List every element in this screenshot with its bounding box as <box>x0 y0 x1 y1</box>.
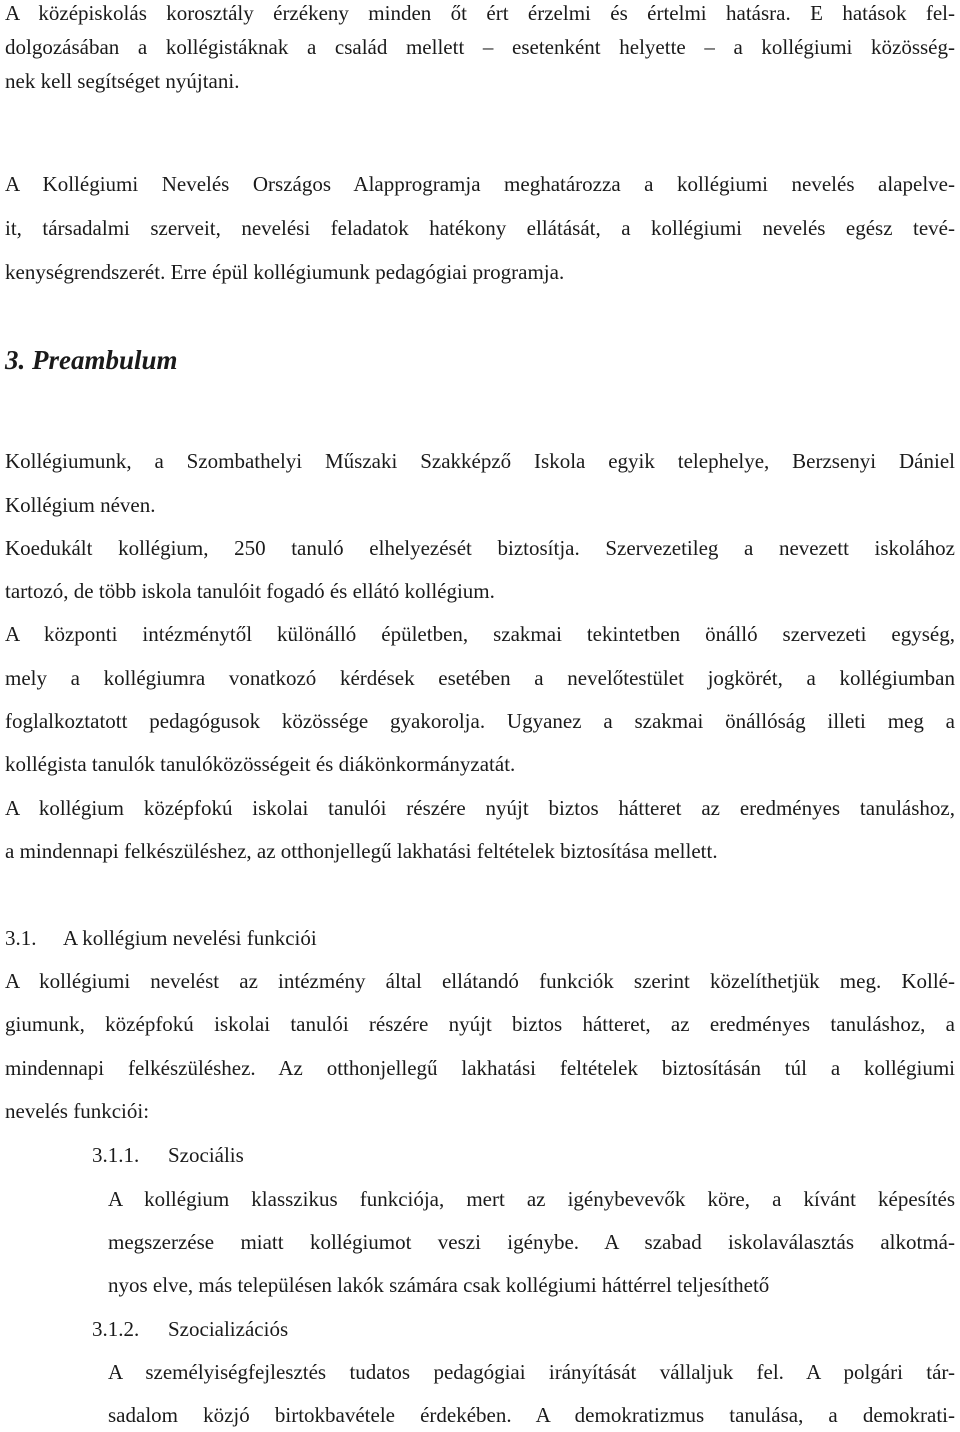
text-line: Kollégium néven. <box>5 493 156 517</box>
text-line: mely a kollégiumra vonatkozó kérdések esetében a nevelőtestület jogkörét, a kollégiumban <box>5 666 955 690</box>
text-line: nevelés funkciói: <box>5 1099 150 1123</box>
subsubsection-heading <box>92 1142 955 1168</box>
text-line: Koedukált kollégium, 250 tanuló elhelyezését biztosítja. Szervezetileg a nevezett iskolához <box>5 536 955 560</box>
subsubsection-title: Szociális <box>168 1143 244 1167</box>
text-line: A kollégium klasszikus funkciója, mert az igénybevevők köre, a kívánt képesítés <box>108 1187 955 1211</box>
section-heading <box>5 344 955 376</box>
text-line: nek kell segítséget nyújtani. <box>5 69 240 93</box>
section-number: 3. <box>5 345 26 375</box>
text-line: mindennapi felkészüléshez. Az otthonjellegű lakhatási feltételek biztosításán túl a kollégiumi <box>5 1056 955 1080</box>
text-line: Kollégiumunk, a Szombathelyi Műszaki Szakképző Iskola egyik telephelye, Berzsenyi Dániel <box>5 449 955 473</box>
text-line: kollégista tanulók tanulóközösségeit és diákönkormányzatát. <box>5 752 516 776</box>
text-line: kenységrendszerét. Erre épül kollégiumunk pedagógiai programja. <box>5 260 565 284</box>
text-line: A személyiségfejlesztés tudatos pedagógiai irányítását vállaljuk fel. A polgári tár- <box>108 1360 955 1384</box>
subsection-title: A kollégium nevelési funkciói <box>63 926 317 950</box>
text-line: dolgozásában a kollégistáknak a család mellett – esetenként helyette – a kollégiumi közösség- <box>5 35 955 59</box>
text-line: sadalom közjó birtokbavétele érdekében. A demokratizmus tanulása, a demokrati- <box>108 1403 955 1427</box>
text-line: A kollégium középfokú iskolai tanulói részére nyújt biztos hátteret az eredményes tanuláshoz, <box>5 796 955 820</box>
subsubsection-number: 3.1.2. <box>92 1317 140 1341</box>
section-title: Preambulum <box>32 345 178 375</box>
subsubsection-title: Szocializációs <box>168 1317 289 1341</box>
subsection-heading <box>5 925 955 951</box>
subsubsection-number: 3.1.1. <box>92 1143 140 1167</box>
subsubsection-heading <box>92 1316 955 1342</box>
text-line: A kollégiumi nevelést az intézmény által ellátandó funkciók szerint közelíthetjük meg. Kollé- <box>5 969 955 993</box>
text-line: tartozó, de több iskola tanulóit fogadó és ellátó kollégium. <box>5 579 495 603</box>
subsection-number: 3.1. <box>5 926 37 950</box>
text-line: A Kollégiumi Nevelés Országos Alapprogramja meghatározza a kollégiumi nevelés alapelve- <box>5 172 955 196</box>
text-line: a mindennapi felkészüléshez, az otthonjellegű lakhatási feltételek biztosítása mellett. <box>5 839 718 863</box>
text-line: giumunk, középfokú iskolai tanulói részére nyújt biztos hátteret, az eredményes tanuláshoz, a <box>5 1012 955 1036</box>
text-line: foglalkoztatott pedagógusok közössége gyakorolja. Ugyanez a szakmai önállóság illeti meg a <box>5 709 955 733</box>
text-line: nyos elve, más településen lakók számára csak kollégiumi háttérrel teljesíthető <box>108 1273 770 1297</box>
text-line: A középiskolás korosztály érzékeny minden őt ért érzelmi és értelmi hatásra. E hatások fel- <box>5 1 955 25</box>
text-line: megszerzése miatt kollégiumot veszi igénybe. A szabad iskolaválasztás alkotmá- <box>108 1230 955 1254</box>
text-line: A központi intézménytől különálló épületben, szakmai tekintetben önálló szervezeti egység, <box>5 622 955 646</box>
text-line: it, társadalmi szerveit, nevelési feladatok hatékony ellátását, a kollégiumi nevelés egész tevé- <box>5 216 955 240</box>
